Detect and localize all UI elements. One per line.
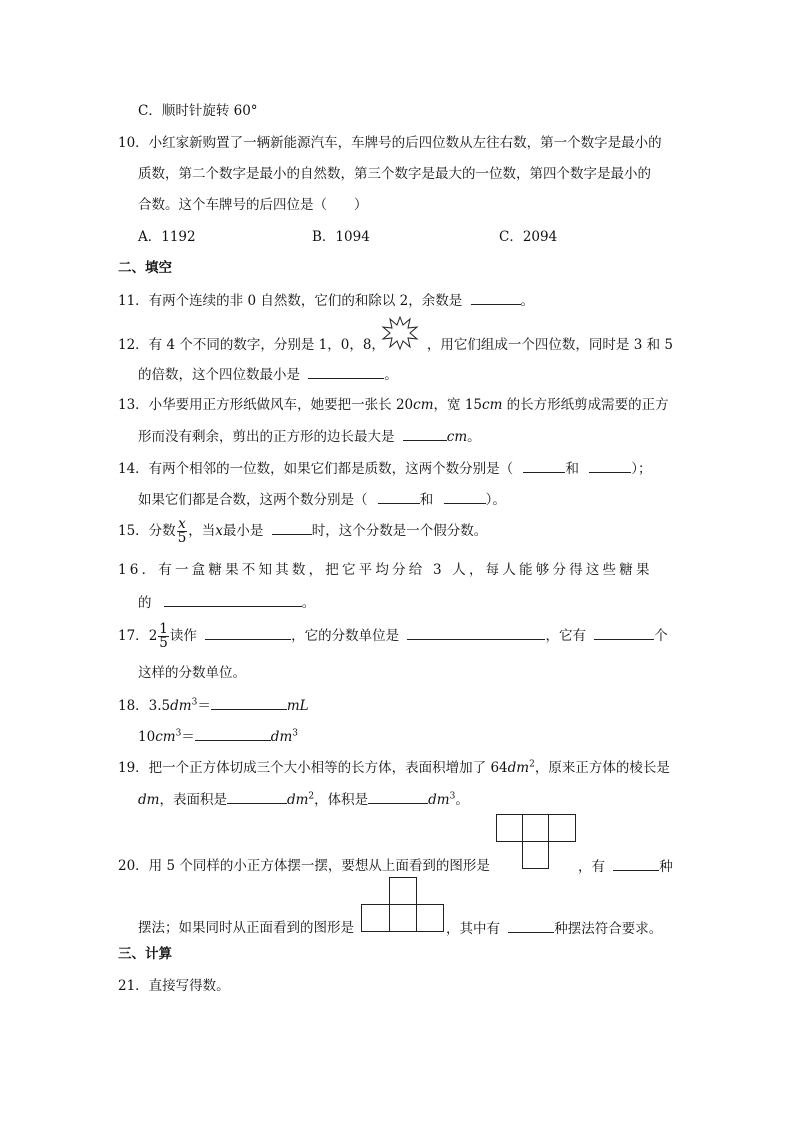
q13-unit-3: cm: [446, 429, 468, 445]
q15: [118, 516, 487, 546]
q14-blank-4[interactable]: [444, 489, 486, 504]
q17-read: 读作: [169, 628, 197, 644]
q18-line2-a: 10: [138, 729, 156, 745]
q12-line2-text: 的倍数，这个四位数最小是: [138, 367, 300, 383]
q19-line2-a: ，表面积是: [159, 792, 227, 808]
q18-eq-1: ＝: [197, 698, 211, 714]
q14-close-1: ）；: [631, 461, 652, 477]
q18-unit-cm: cm: [155, 729, 176, 745]
q14-blank-2[interactable]: [589, 458, 631, 473]
q20-line1-right: [578, 856, 673, 877]
q18-blank-1[interactable]: [211, 695, 287, 710]
q20-line2-b: ，其中有: [446, 921, 500, 937]
q20-line2-c: 种摆法符合要求。: [554, 921, 663, 937]
q18-line1-a: 18．3.5: [118, 698, 171, 714]
q13-line1-a: 13．小华要用正方形纸做风车，她要把一张长 20: [118, 397, 414, 413]
q20-line2-text: 摆法；如果同时从正面看到的图形是: [138, 920, 354, 936]
q17-whole: 2: [148, 628, 158, 644]
q19-line1: [118, 758, 670, 778]
q17-mid2: ，它有: [545, 628, 586, 644]
q14-blank-1[interactable]: [523, 458, 565, 473]
q17-fraction: [158, 623, 169, 650]
q18-eq-2: ＝: [181, 729, 195, 745]
q12-tail: 。: [384, 367, 398, 383]
q16-line2: [138, 592, 315, 613]
q19-unit-dm-3: dm: [286, 792, 309, 808]
q17-line2: 这样的分数单位。: [138, 665, 246, 681]
q19-tail: 。: [455, 792, 469, 808]
q18-line1: [118, 695, 309, 716]
q14-line1: [118, 458, 652, 479]
q18-sup-1: 3: [191, 697, 198, 708]
q16-answer-blank[interactable]: [164, 592, 302, 607]
q13-line2: [138, 426, 481, 447]
q18-blank-2[interactable]: [195, 726, 271, 741]
q17-mid: ，它的分数单位是: [291, 628, 400, 644]
q14-line2: [138, 489, 506, 510]
q20-line1-text: 20．用 5 个同样的小正方体摆一摆，要想从上面看到的图形是: [118, 858, 490, 874]
q11-text: 11．有两个连续的非 0 自然数，它们的和除以 2，余数是: [118, 293, 463, 309]
q13-line1: [118, 395, 669, 415]
q10-line3: 合数。这个车牌号的后四位是（ ）: [138, 197, 368, 213]
q15-frac-den: 5: [177, 530, 187, 546]
q19-unit-dm-1: dm: [507, 760, 530, 776]
q10-line2: 质数，第二个数字是最小的自然数，第三个数字是最大的一位数，第四个数字是最小的: [138, 166, 651, 182]
q16-line2-text: 的: [138, 595, 152, 611]
q14-and-2: 和: [419, 492, 434, 508]
q18-line2: [138, 726, 298, 747]
q20-line1: [118, 856, 490, 876]
q21: 21．直接写得数。: [118, 978, 230, 994]
q18-unit-dm: dm: [170, 698, 192, 714]
section-2-title: 二、填空: [118, 260, 172, 276]
q15-fraction: [177, 518, 188, 545]
q17-frac-num: 1: [159, 621, 168, 637]
q12-answer-blank[interactable]: [308, 364, 384, 379]
q14-line2-text: 如果它们都是合数，这两个数分别是（: [138, 492, 368, 508]
q10-option-b: B．1094: [312, 229, 370, 245]
q19-unit-dm-4: dm: [428, 792, 450, 808]
q18-unit-dm-2: dm: [270, 729, 293, 745]
q16-line1: 16．有一盒糖果不知其数，把它平均分给 3 人，每人能够分得这些糖果: [118, 562, 653, 578]
q15-answer-blank[interactable]: [272, 520, 312, 535]
q11: [118, 290, 534, 311]
q15-frac-num: x: [178, 516, 186, 532]
covered-digit-burst-icon: [382, 316, 418, 350]
q18-unit-ml: mL: [286, 698, 309, 714]
q20-line2: [138, 918, 354, 938]
q14-line1-text: 14．有两个相邻的一位数，如果它们都是质数，这两个数分别是（: [118, 461, 514, 477]
q20-line1-b: ，有: [578, 859, 605, 875]
q19-line1-text: 19．把一个正方体切成三个大小相等的长方体，表面积增加了 64: [118, 760, 508, 776]
q15-mid2: 最小是: [222, 523, 264, 539]
q10-option-a: A．1192: [138, 229, 196, 245]
q18-sup-3: 3: [292, 728, 298, 739]
q13-line1-c: 的长方形纸剪成需要的正方: [502, 397, 669, 413]
section-3-title: 三、计算: [118, 946, 172, 962]
q14-blank-3[interactable]: [378, 489, 420, 504]
q19-line2-b: ，体积是: [314, 792, 369, 808]
q16-tail: 。: [301, 595, 316, 611]
q17-tail: 个: [654, 628, 668, 644]
q15-var: x: [215, 523, 223, 539]
q19-line2: [138, 789, 469, 810]
q17-blank-unit[interactable]: [407, 625, 545, 640]
q17-line1: [118, 621, 668, 651]
q9-option-c: C．顺时针旋转 60°: [138, 103, 258, 119]
q17-frac-den: 5: [159, 635, 168, 651]
q10-option-c: C．2094: [499, 229, 558, 245]
q19-unit-dm-2: dm: [138, 792, 160, 808]
q12-after: ，用它们组成一个四位数，同时是 3 和 5: [426, 337, 673, 353]
q17-lead: 17．: [118, 628, 149, 644]
q20-blank-2[interactable]: [508, 918, 554, 933]
q17-blank-read[interactable]: [205, 625, 291, 640]
q13-unit-2: cm: [482, 397, 503, 413]
q18-sup-2: 3: [175, 728, 182, 739]
q14-and-1: 和: [565, 461, 579, 477]
q12-line2: [138, 364, 398, 385]
q10-line1: 10．小红家新购置了一辆新能源汽车，车牌号的后四位数从左往右数，第一个数字是最小的: [118, 135, 662, 151]
q13-answer-blank[interactable]: [403, 426, 447, 441]
q17-blank-count[interactable]: [594, 625, 654, 640]
q15-tail: 时，这个分数是一个假分数。: [311, 523, 488, 539]
q15-lead: 15．分数: [118, 523, 176, 539]
q19-sup-2b: 2: [308, 791, 315, 802]
q13-tail: 。: [467, 429, 481, 445]
q20-line2-right: [446, 918, 662, 939]
q11-answer-blank[interactable]: [471, 290, 521, 305]
q19-blank-volume[interactable]: [368, 789, 428, 804]
q20-line1-c: 种: [659, 859, 673, 875]
q14-close-2: ）。: [485, 492, 506, 508]
q19-sup-3: 3: [449, 791, 456, 802]
q19-line1-end: ，原来正方体的棱长是: [534, 760, 670, 776]
q13-line1-b: ，宽 15: [433, 397, 483, 413]
q13-unit-1: cm: [413, 397, 434, 413]
q12-before: 12．有 4 个不同的数字，分别是 1，0，8，: [118, 337, 385, 353]
top-view-figure: [496, 814, 578, 870]
q11-tail: 。: [520, 293, 535, 309]
q19-sup-2a: 2: [529, 759, 535, 770]
q19-blank-area[interactable]: [227, 789, 287, 804]
q15-mid: ，当: [188, 523, 216, 539]
q13-line2-text: 形而没有剩余，剪出的正方形的边长最大是: [138, 429, 395, 445]
q20-blank-1[interactable]: [613, 856, 659, 871]
front-view-figure: [361, 877, 445, 933]
